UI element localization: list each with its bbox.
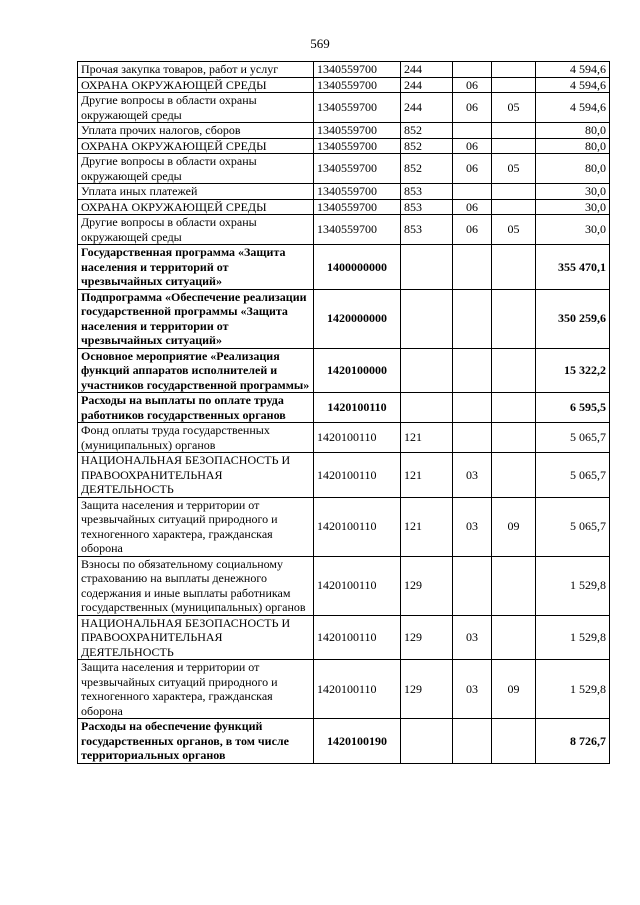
- expense-type-cell: 121: [401, 497, 453, 556]
- target-code-cell: 1420100110: [314, 615, 401, 660]
- subsection-cell: [492, 556, 536, 615]
- section-cell: 03: [453, 660, 492, 719]
- table-row: [78, 245, 610, 290]
- subsection-cell: [492, 393, 536, 423]
- item-name-cell: Защита населения и территории от чрезвычайных ситуаций природного и техногенного характера, гражданская оборона: [78, 497, 314, 556]
- amount-cell: 5 065,7: [536, 497, 610, 556]
- subsection-cell: 05: [492, 154, 536, 184]
- target-code-cell: 1340559700: [314, 93, 401, 123]
- item-name-cell: Фонд оплаты труда государственных (муниципальных) органов: [78, 423, 314, 453]
- item-name-cell: Расходы на обеспечение функций государственных органов, в том числе территориальных органов: [78, 719, 314, 764]
- table-row: [78, 348, 610, 393]
- amount-cell: 1 529,8: [536, 615, 610, 660]
- table-row: [78, 556, 610, 615]
- item-name-cell: Другие вопросы в области охраны окружающей среды: [78, 154, 314, 184]
- subsection-cell: [492, 62, 536, 78]
- section-cell: 06: [453, 215, 492, 245]
- section-cell: [453, 289, 492, 348]
- target-code-cell: 1340559700: [314, 215, 401, 245]
- section-cell: [453, 348, 492, 393]
- item-name-cell: НАЦИОНАЛЬНАЯ БЕЗОПАСНОСТЬ И ПРАВООХРАНИТЕЛЬНАЯ ДЕЯТЕЛЬНОСТЬ: [78, 615, 314, 660]
- expense-type-cell: 129: [401, 660, 453, 719]
- budget-table: [77, 61, 610, 764]
- table-row: [78, 93, 610, 123]
- item-name-cell: Государственная программа «Защита населения и территорий от чрезвычайных ситуаций»: [78, 245, 314, 290]
- subsection-cell: 09: [492, 497, 536, 556]
- target-code-cell: 1420100110: [314, 497, 401, 556]
- table-row: [78, 154, 610, 184]
- section-cell: [453, 423, 492, 453]
- table-row: [78, 123, 610, 139]
- subsection-cell: [492, 453, 536, 498]
- table-row: [78, 423, 610, 453]
- amount-cell: 80,0: [536, 154, 610, 184]
- expense-type-cell: [401, 348, 453, 393]
- expense-type-cell: 244: [401, 77, 453, 93]
- amount-cell: 1 529,8: [536, 660, 610, 719]
- amount-cell: 8 726,7: [536, 719, 610, 764]
- table-row: [78, 199, 610, 215]
- subsection-cell: [492, 199, 536, 215]
- target-code-cell: 1400000000: [314, 245, 401, 290]
- budget-table-body: [78, 62, 610, 764]
- target-code-cell: 1420100110: [314, 453, 401, 498]
- amount-cell: 30,0: [536, 215, 610, 245]
- target-code-cell: 1340559700: [314, 62, 401, 78]
- subsection-cell: [492, 423, 536, 453]
- page-number: 569: [310, 36, 330, 51]
- expense-type-cell: 129: [401, 556, 453, 615]
- section-cell: [453, 184, 492, 200]
- expense-type-cell: [401, 289, 453, 348]
- subsection-cell: 05: [492, 93, 536, 123]
- item-name-cell: Защита населения и территории от чрезвычайных ситуаций природного и техногенного характера, гражданская оборона: [78, 660, 314, 719]
- subsection-cell: [492, 138, 536, 154]
- expense-type-cell: 853: [401, 199, 453, 215]
- subsection-cell: [492, 184, 536, 200]
- section-cell: [453, 393, 492, 423]
- section-cell: [453, 62, 492, 78]
- target-code-cell: 1340559700: [314, 138, 401, 154]
- item-name-cell: Основное мероприятие «Реализация функций аппаратов исполнителей и участников государственной программы»: [78, 348, 314, 393]
- subsection-cell: [492, 77, 536, 93]
- section-cell: [453, 556, 492, 615]
- section-cell: [453, 719, 492, 764]
- table-row: [78, 62, 610, 78]
- amount-cell: 6 595,5: [536, 393, 610, 423]
- target-code-cell: 1340559700: [314, 199, 401, 215]
- section-cell: 03: [453, 497, 492, 556]
- amount-cell: 4 594,6: [536, 62, 610, 78]
- expense-type-cell: [401, 719, 453, 764]
- expense-type-cell: 852: [401, 154, 453, 184]
- table-row: [78, 660, 610, 719]
- item-name-cell: Подпрограмма «Обеспечение реализации государственной программы «Защита населения и территории от чрезвычайных ситуаций»: [78, 289, 314, 348]
- table-row: [78, 615, 610, 660]
- amount-cell: 4 594,6: [536, 77, 610, 93]
- item-name-cell: НАЦИОНАЛЬНАЯ БЕЗОПАСНОСТЬ И ПРАВООХРАНИТЕЛЬНАЯ ДЕЯТЕЛЬНОСТЬ: [78, 453, 314, 498]
- table-row: [78, 184, 610, 200]
- expense-type-cell: 121: [401, 423, 453, 453]
- target-code-cell: 1340559700: [314, 184, 401, 200]
- section-cell: [453, 245, 492, 290]
- item-name-cell: Прочая закупка товаров, работ и услуг: [78, 62, 314, 78]
- expense-type-cell: 852: [401, 123, 453, 139]
- item-name-cell: Взносы по обязательному социальному страхованию на выплаты денежного содержания и иные выплаты работникам государственных (муниципальных) органов: [78, 556, 314, 615]
- target-code-cell: 1340559700: [314, 123, 401, 139]
- table-row: [78, 393, 610, 423]
- section-cell: 06: [453, 154, 492, 184]
- amount-cell: 1 529,8: [536, 556, 610, 615]
- target-code-cell: 1340559700: [314, 154, 401, 184]
- target-code-cell: 1340559700: [314, 77, 401, 93]
- item-name-cell: ОХРАНА ОКРУЖАЮЩЕЙ СРЕДЫ: [78, 199, 314, 215]
- table-row: [78, 289, 610, 348]
- item-name-cell: Другие вопросы в области охраны окружающей среды: [78, 215, 314, 245]
- section-cell: 06: [453, 138, 492, 154]
- amount-cell: 80,0: [536, 123, 610, 139]
- target-code-cell: 1420100110: [314, 556, 401, 615]
- subsection-cell: 09: [492, 660, 536, 719]
- expense-type-cell: 244: [401, 93, 453, 123]
- item-name-cell: Расходы на выплаты по оплате труда работников государственных органов: [78, 393, 314, 423]
- subsection-cell: [492, 719, 536, 764]
- expense-type-cell: 129: [401, 615, 453, 660]
- target-code-cell: 1420000000: [314, 289, 401, 348]
- target-code-cell: 1420100190: [314, 719, 401, 764]
- amount-cell: 5 065,7: [536, 423, 610, 453]
- target-code-cell: 1420100110: [314, 393, 401, 423]
- amount-cell: 30,0: [536, 184, 610, 200]
- target-code-cell: 1420100000: [314, 348, 401, 393]
- subsection-cell: [492, 615, 536, 660]
- section-cell: 03: [453, 615, 492, 660]
- amount-cell: 355 470,1: [536, 245, 610, 290]
- subsection-cell: [492, 123, 536, 139]
- expense-type-cell: 244: [401, 62, 453, 78]
- amount-cell: 30,0: [536, 199, 610, 215]
- amount-cell: 80,0: [536, 138, 610, 154]
- subsection-cell: [492, 289, 536, 348]
- amount-cell: 15 322,2: [536, 348, 610, 393]
- expense-type-cell: 853: [401, 215, 453, 245]
- section-cell: 06: [453, 93, 492, 123]
- expense-type-cell: 121: [401, 453, 453, 498]
- item-name-cell: Другие вопросы в области охраны окружающей среды: [78, 93, 314, 123]
- amount-cell: 4 594,6: [536, 93, 610, 123]
- expense-type-cell: [401, 245, 453, 290]
- table-row: [78, 719, 610, 764]
- table-row: [78, 77, 610, 93]
- amount-cell: 5 065,7: [536, 453, 610, 498]
- section-cell: 06: [453, 77, 492, 93]
- table-row: [78, 138, 610, 154]
- table-row: [78, 453, 610, 498]
- amount-cell: 350 259,6: [536, 289, 610, 348]
- item-name-cell: Уплата иных платежей: [78, 184, 314, 200]
- expense-type-cell: 852: [401, 138, 453, 154]
- item-name-cell: Уплата прочих налогов, сборов: [78, 123, 314, 139]
- expense-type-cell: [401, 393, 453, 423]
- table-row: [78, 215, 610, 245]
- section-cell: 03: [453, 453, 492, 498]
- subsection-cell: [492, 245, 536, 290]
- subsection-cell: 05: [492, 215, 536, 245]
- subsection-cell: [492, 348, 536, 393]
- section-cell: 06: [453, 199, 492, 215]
- item-name-cell: ОХРАНА ОКРУЖАЮЩЕЙ СРЕДЫ: [78, 138, 314, 154]
- item-name-cell: ОХРАНА ОКРУЖАЮЩЕЙ СРЕДЫ: [78, 77, 314, 93]
- target-code-cell: 1420100110: [314, 423, 401, 453]
- table-row: [78, 497, 610, 556]
- section-cell: [453, 123, 492, 139]
- expense-type-cell: 853: [401, 184, 453, 200]
- target-code-cell: 1420100110: [314, 660, 401, 719]
